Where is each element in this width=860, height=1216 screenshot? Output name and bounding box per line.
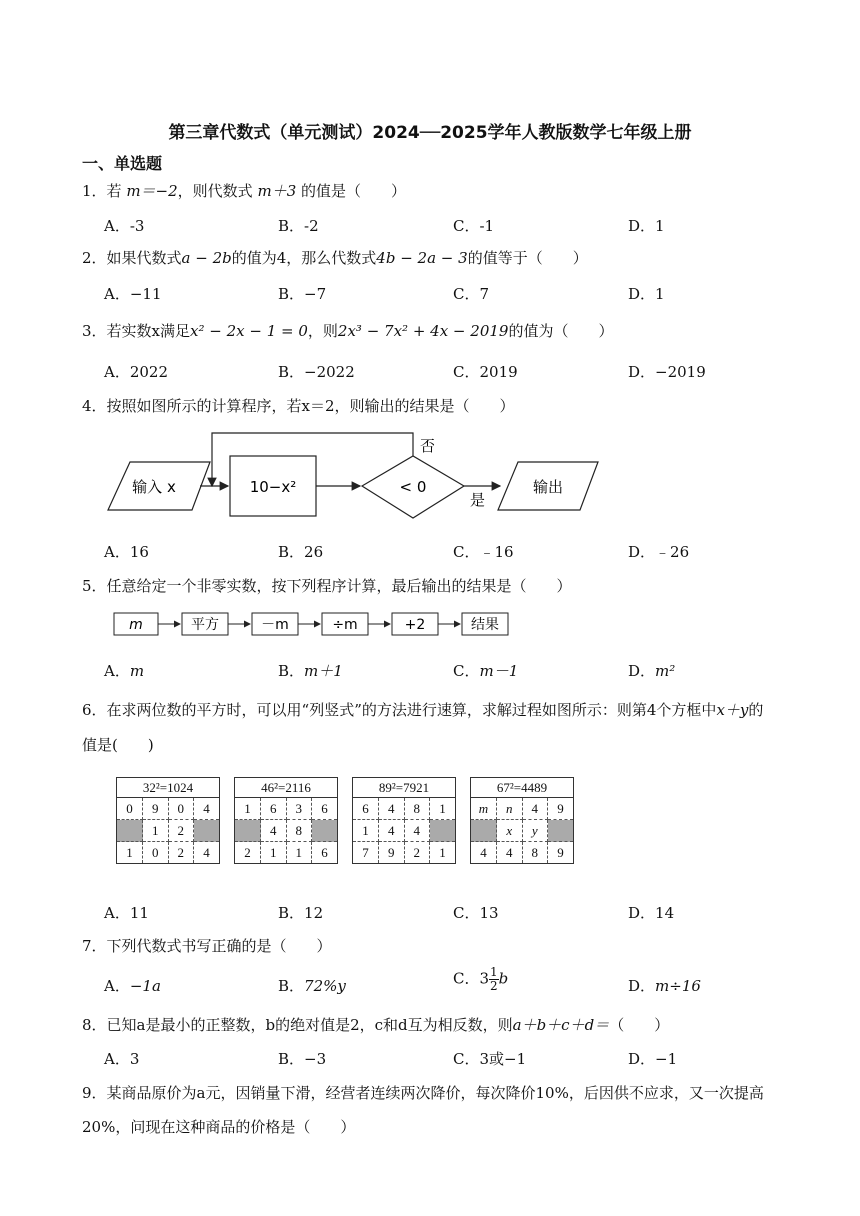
chain-step-2: 平方 — [191, 617, 219, 633]
q4-option-b: B．26 — [278, 543, 324, 561]
q6-grid-3-cell: 4 — [379, 798, 405, 820]
q1-suffix: 的值是（ ） — [301, 182, 407, 200]
q6-grid-3-cell: 7 — [353, 842, 379, 864]
flow-no-label: 否 — [420, 437, 436, 455]
q2-expr-2: 4b − 2a − 3 — [376, 249, 468, 267]
q6-grid-3-cell: 4 — [379, 820, 405, 842]
q2-option-a: A．−11 — [104, 285, 162, 303]
q1-option-a: A．-3 — [104, 217, 145, 235]
q7-fraction-denominator: 2 — [490, 979, 498, 993]
question-6-line-2: 值是( ) — [82, 736, 154, 754]
q7-option-c-label: C． — [453, 969, 480, 988]
q1-condition: m＝−2 — [126, 182, 178, 200]
q8-option-c: C．3或−1 — [453, 1050, 527, 1068]
q6-grid-1-cell: 1 — [117, 842, 143, 864]
question-8 — [82, 1014, 669, 1035]
q6-grid-4-cell: n — [497, 798, 523, 820]
q6-grid-3-cell: 8 — [404, 798, 430, 820]
q2-option-c: C．7 — [453, 285, 490, 303]
q6-grid-4-cell: 9 — [548, 842, 574, 864]
q7-option-b-label: B． — [278, 977, 305, 995]
q7-option-c — [453, 966, 508, 993]
q1-option-c: C．-1 — [453, 217, 495, 235]
q8-expression: a＋b＋c＋d＝ — [512, 1016, 610, 1034]
q7-option-c-var: b — [498, 969, 509, 988]
q6-grid-3-cell: 1 — [430, 842, 456, 864]
q6-grid-1-shaded-cell — [117, 820, 143, 842]
q6-grid-3-header: 89²=7921 — [353, 778, 455, 798]
q6-text: 6．在求两位数的平方时，可以用“列竖式”的方法进行速算，求解过程如图所示：则第4个方框中 — [82, 701, 717, 719]
q6-grid-4-shaded-cell — [548, 820, 574, 842]
q5-option-a — [104, 660, 144, 681]
q6-grid-1-cell: 4 — [194, 842, 220, 864]
q2-suffix: 的值等于（ ） — [467, 249, 588, 267]
q6-grid-2-cell: 2 — [235, 842, 261, 864]
chain-step-5: +2 — [404, 617, 426, 633]
q3-mid: ，则 — [307, 322, 338, 340]
q6-grid-2-cell: 1 — [235, 798, 261, 820]
q6-grid-3-cell: 1 — [353, 820, 379, 842]
q7-option-d-label: D． — [628, 977, 656, 995]
q6-grid-1-shaded-cell — [194, 820, 220, 842]
q3-option-c: C．2019 — [453, 363, 518, 381]
q7-option-a-label: A． — [104, 977, 130, 995]
q7-option-a-value: −1a — [129, 977, 161, 995]
q2-option-d: D．1 — [628, 285, 665, 303]
q6-option-d: D．14 — [628, 904, 675, 922]
q3-expr-1: x² − 2x − 1 = 0 — [190, 322, 308, 340]
q5-option-c-value: m－1 — [479, 662, 519, 680]
q3-expr-2: 2x³ − 7x² + 4x − 2019 — [337, 322, 509, 340]
q6-grid-1-cell: 0 — [143, 842, 169, 864]
q5-option-a-label: A． — [104, 662, 130, 680]
q6-text-end: 的 — [748, 701, 764, 719]
q6-grid-4 — [470, 777, 574, 864]
q5-option-a-value: m — [129, 662, 145, 680]
page-title: 第三章代数式（单元测试）2024──2025学年人教版数学七年级上册 — [168, 123, 692, 143]
question-3 — [82, 320, 613, 341]
question-2 — [82, 247, 588, 268]
q6-grid-4-shaded-cell — [471, 820, 497, 842]
q1-option-b: B．-2 — [278, 217, 319, 235]
q6-grid-2-cell: 8 — [286, 820, 312, 842]
q5-option-d-value: m² — [655, 662, 676, 680]
q6-grid-3-cell: 6 — [353, 798, 379, 820]
q6-grid-4-cell: x — [497, 820, 523, 842]
q7-option-d-value: m÷16 — [655, 977, 701, 995]
q7-fraction-numerator: 1 — [490, 965, 498, 979]
q7-option-c-fraction — [489, 966, 499, 993]
question-9-line-2: 20%，问现在这种商品的价格是（ ） — [82, 1118, 356, 1136]
q6-grid-2-cell: 1 — [286, 842, 312, 864]
flow-process-label: 10−x² — [249, 478, 297, 496]
q3-option-b: B．−2022 — [278, 363, 355, 381]
section-heading: 一、单选题 — [82, 154, 163, 173]
q7-option-b-value: 72%y — [304, 977, 346, 995]
q4-option-d: D．﹣26 — [628, 543, 690, 561]
question-6-line-1 — [82, 699, 763, 720]
q2-expr-1: a − 2b — [181, 249, 232, 267]
q6-grid-3-cell: 1 — [430, 798, 456, 820]
question-7: 7．下列代数式书写正确的是（ ） — [82, 937, 332, 955]
q6-grid-4-cell: 4 — [522, 798, 548, 820]
q6-grid-1-cell: 2 — [168, 820, 194, 842]
q6-grid-4-cell: 4 — [471, 842, 497, 864]
q6-grid-2-cell: 6 — [312, 842, 338, 864]
q3-prefix: 3．若实数x满足 — [82, 322, 191, 340]
q2-prefix: 2．如果代数式 — [82, 249, 182, 267]
q8-option-a: A．3 — [104, 1050, 140, 1068]
q1-option-d: D．1 — [628, 217, 665, 235]
q6-grid-1 — [116, 777, 220, 864]
q4-flowchart — [100, 428, 610, 528]
q6-grid-2 — [234, 777, 338, 864]
q6-grid-2-cell: 6 — [312, 798, 338, 820]
q6-grid-4-header: 67²=4489 — [471, 778, 573, 798]
q6-grid-3-cell: 2 — [404, 842, 430, 864]
question-5: 5．任意给定一个非零实数，按下列程序计算，最后输出的结果是（ ） — [82, 577, 572, 595]
q6-grid-1-cell: 2 — [168, 842, 194, 864]
q6-grid-1-cell: 0 — [168, 798, 194, 820]
q6-grid-1-header: 32²=1024 — [117, 778, 219, 798]
q5-option-d — [628, 660, 675, 681]
q6-grid-1-cell: 1 — [143, 820, 169, 842]
q6-grid-2-cell: 1 — [261, 842, 287, 864]
q6-grid-2-cell: 4 — [261, 820, 287, 842]
q6-grid-1-cell: 0 — [117, 798, 143, 820]
chain-step-6: 结果 — [471, 617, 499, 633]
q5-option-d-label: D． — [628, 662, 656, 680]
question-4: 4．按照如图所示的计算程序，若x＝2，则输出的结果是（ ） — [82, 397, 515, 415]
q5-option-b — [278, 660, 343, 681]
q7-option-a — [104, 975, 161, 996]
q6-grid-1-cell: 4 — [194, 798, 220, 820]
q6-grid-3 — [352, 777, 456, 864]
q6-grid-1-cell: 9 — [143, 798, 169, 820]
q6-grid-4-cell: y — [522, 820, 548, 842]
flow-decision-label: < 0 — [399, 478, 427, 496]
q6-grid-3-cell: 9 — [379, 842, 405, 864]
q7-option-c-whole: 3 — [479, 969, 490, 988]
q1-mid: ，则代数式 — [177, 182, 253, 200]
q3-suffix: 的值为（ ） — [508, 322, 614, 340]
q4-option-c: C．﹣16 — [453, 543, 514, 561]
chain-step-4: ÷m — [332, 617, 358, 633]
q7-option-b — [278, 975, 346, 996]
q6-option-c: C．13 — [453, 904, 499, 922]
q6-grid-4-cell: 4 — [497, 842, 523, 864]
q2-mid: 的值为4，那么代数式 — [231, 249, 377, 267]
q1-expression: m＋3 — [257, 182, 297, 200]
q8-prefix: 8．已知a是最小的正整数，b的绝对值是2，c和d互为相反数，则 — [82, 1016, 513, 1034]
q6-grid-2-header: 46²=2116 — [235, 778, 337, 798]
flow-output-label: 输出 — [532, 478, 564, 496]
question-1 — [82, 180, 406, 201]
q6-grid-4-cell: 9 — [548, 798, 574, 820]
q7-option-d — [628, 975, 701, 996]
chain-step-1: m — [129, 617, 143, 633]
q6-grid-3-cell: 4 — [404, 820, 430, 842]
q6-grid-4-cell: m — [471, 798, 497, 820]
q6-grid-2-shaded-cell — [312, 820, 338, 842]
q5-program-chain — [112, 610, 512, 640]
q5-option-b-label: B． — [278, 662, 305, 680]
q6-expression: x＋y — [716, 701, 749, 719]
chain-step-3: －m — [261, 617, 289, 633]
q5-option-c — [453, 660, 518, 681]
question-9-line-1: 9．某商品原价为a元，因销量下滑，经营者连续两次降价，每次降价10%，后因供不应求，又一次提高 — [82, 1084, 764, 1102]
q6-grid-4-cell: 8 — [522, 842, 548, 864]
q6-grid-3-shaded-cell — [430, 820, 456, 842]
q6-grid-2-cell: 3 — [286, 798, 312, 820]
q5-option-b-value: m＋1 — [304, 662, 343, 680]
flow-input-label: 输入 x — [132, 478, 176, 496]
q6-grid-2-cell: 6 — [261, 798, 287, 820]
q2-option-b: B．−7 — [278, 285, 327, 303]
q8-option-b: B．−3 — [278, 1050, 327, 1068]
q8-suffix: （ ） — [609, 1016, 670, 1034]
flow-yes-label: 是 — [470, 491, 486, 509]
q4-option-a: A．16 — [104, 543, 149, 561]
q8-option-d: D．−1 — [628, 1050, 678, 1068]
q3-option-d: D．−2019 — [628, 363, 706, 381]
flow-loop-arrow — [212, 433, 413, 486]
q6-grid-2-shaded-cell — [235, 820, 261, 842]
q6-option-b: B．12 — [278, 904, 324, 922]
q3-option-a: A．2022 — [104, 363, 169, 381]
q1-prefix: 1．若 — [82, 182, 122, 200]
q6-option-a: A．11 — [104, 904, 149, 922]
q5-option-c-label: C． — [453, 662, 480, 680]
